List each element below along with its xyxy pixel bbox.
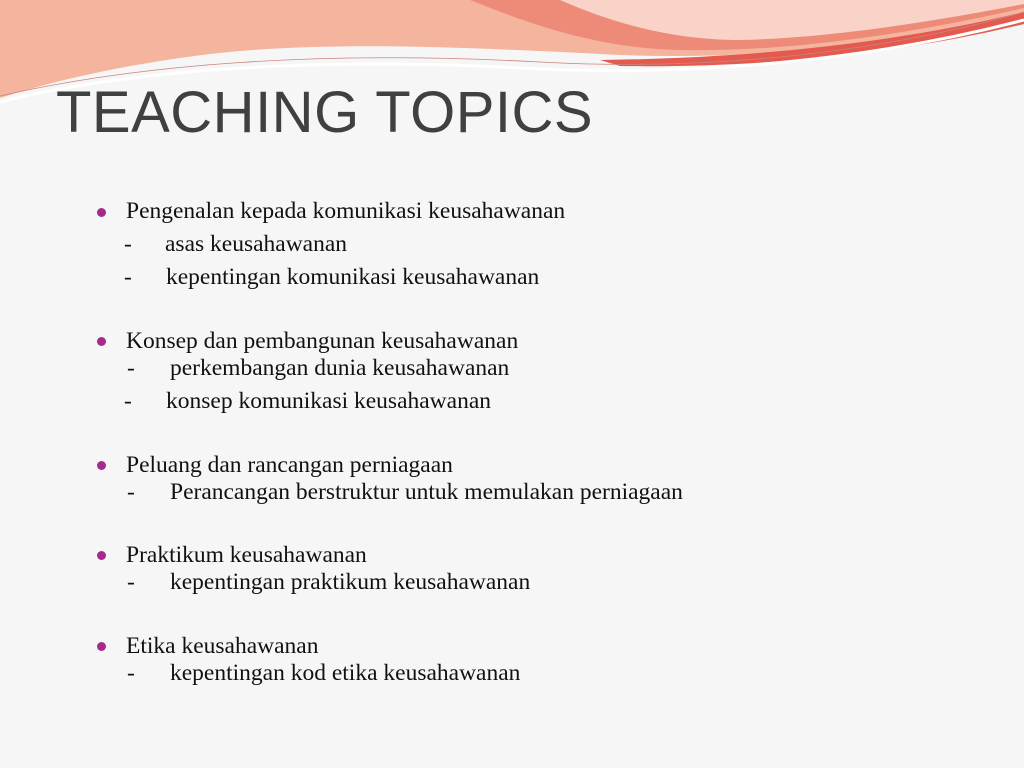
bullet-dot-icon [97,208,106,217]
topic-label: Pengenalan kepada komunikasi keusahawanan [126,198,566,224]
subitem-label: perkembangan dunia keusahawanan [170,355,510,381]
subitem-label: kepentingan praktikum keusahawanan [170,569,531,595]
topic-label: Praktikum keusahawanan [126,542,367,568]
subitem-label: kepentingan kod etika keusahawanan [170,660,521,686]
subitem-label: kepentingan komunikasi keusahawanan [166,264,540,290]
bullet-dot-icon [97,642,106,651]
subitem-label: Perancangan berstruktur untuk memulakan perniagaan [170,479,683,505]
subitem-dash: - [127,355,135,381]
topic-label: Etika keusahawanan [126,633,319,659]
subitem-label: asas keusahawanan [165,231,348,257]
subitem-dash: - [127,569,135,595]
subitem-dash: - [124,231,132,257]
bullet-dot-icon [97,337,106,346]
subitem-dash: - [127,479,135,505]
bullet-dot-icon [97,551,106,560]
topic-label: Peluang dan rancangan perniagaan [126,452,453,478]
subitem-dash: - [124,264,132,290]
page-title: TEACHING TOPICS [56,80,594,145]
subitem-dash: - [127,660,135,686]
subitem-label: konsep komunikasi keusahawanan [166,388,492,414]
bullet-dot-icon [97,461,106,470]
subitem-dash: - [124,388,132,414]
topic-label: Konsep dan pembangunan keusahawanan [126,328,519,354]
